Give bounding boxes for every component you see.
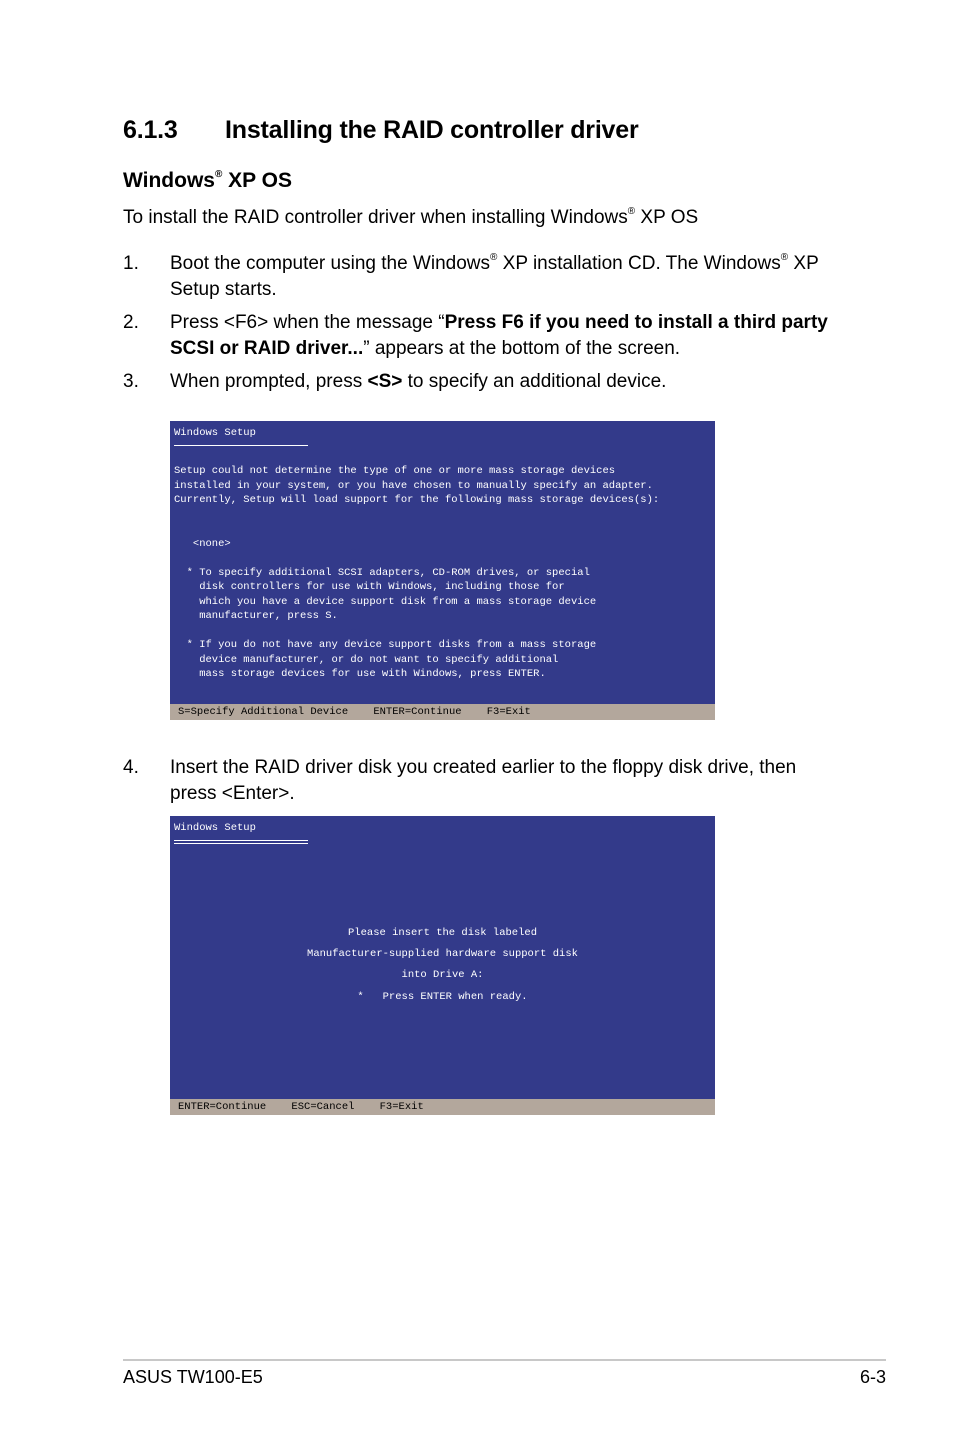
screen-text-line: * To specify additional SCSI adapters, CD-ROM drives, or special bbox=[174, 566, 590, 579]
disk-label-line: Manufacturer-supplied hardware support disk bbox=[307, 948, 578, 960]
screen-text-line: mass storage devices for use with Windows, press ENTER. bbox=[174, 668, 546, 680]
step-number: 2. bbox=[123, 312, 139, 333]
step-text-part: When prompted, press bbox=[170, 371, 368, 392]
screen-body-text bbox=[174, 464, 659, 682]
page-number: 6-3 bbox=[859, 1367, 886, 1387]
title-underline bbox=[174, 840, 308, 841]
section-heading bbox=[123, 116, 639, 145]
step-bold-message: Press F6 if you need to install a third party SCSI or RAID driver... bbox=[170, 312, 828, 359]
subsection-title-prefix: Windows bbox=[123, 169, 215, 192]
screen-text-line: disk controllers for use with Windows, including those for bbox=[174, 581, 565, 593]
subsection-title-suffix: XP OS bbox=[222, 169, 292, 192]
windows-setup-screen-insert-disk bbox=[170, 816, 715, 1115]
step-number: 4. bbox=[123, 757, 139, 778]
registered-mark: ® bbox=[490, 251, 498, 263]
footer-product-name: ASUS TW100-E5 bbox=[123, 1367, 263, 1387]
step-number: 1. bbox=[123, 253, 139, 274]
step-text-part: Boot the computer using the Windows bbox=[170, 253, 491, 274]
status-bar: ENTER=Continue ESC=Cancel F3=Exit bbox=[170, 1099, 715, 1115]
footer-divider bbox=[123, 1359, 886, 1361]
screen-text-line bbox=[174, 624, 659, 639]
screen-text-line bbox=[174, 522, 659, 537]
screen-text-line: <none> bbox=[174, 537, 231, 550]
step-2-text bbox=[170, 310, 850, 362]
title-underline-double bbox=[174, 843, 308, 844]
intro-paragraph bbox=[123, 205, 698, 231]
screen-text-line: installed in your system, or you have chosen to manually specify an adapter. bbox=[174, 479, 653, 492]
title-underline bbox=[174, 445, 308, 446]
step-1-text bbox=[170, 251, 850, 303]
windows-setup-screen-specify-device bbox=[170, 421, 715, 720]
step-text-part: XP Setup starts. bbox=[170, 253, 819, 300]
section-title: Installing the RAID controller driver bbox=[225, 116, 639, 144]
step-text-part: Press <F6> when the message “ bbox=[170, 312, 445, 333]
screen-text-line bbox=[174, 508, 659, 523]
screen-text-line: which you have a device support disk from a mass storage device bbox=[174, 595, 597, 608]
press-enter-line: * Press ENTER when ready. bbox=[357, 991, 528, 1003]
screen-text-line: * If you do not have any device support disks from a mass storage bbox=[174, 639, 597, 651]
registered-mark: ® bbox=[780, 251, 789, 263]
step-number: 3. bbox=[123, 371, 139, 392]
step-text-part: to specify an additional device. bbox=[402, 371, 667, 392]
step-bold-key: <S> bbox=[367, 371, 403, 392]
status-bar: S=Specify Additional Device ENTER=Continue F3=Exit bbox=[170, 704, 715, 720]
screen-text-line: manufacturer, press S. bbox=[174, 610, 338, 622]
section-number: 6.1.3 bbox=[123, 116, 178, 144]
subsection-heading bbox=[123, 169, 292, 193]
screen-text-line: device manufacturer, or do not want to specify additional bbox=[174, 653, 559, 666]
insert-disk-line: Please insert the disk labeled bbox=[347, 927, 538, 939]
screen-text-line bbox=[174, 551, 659, 566]
intro-text-end: XP OS bbox=[635, 207, 699, 228]
registered-mark: ® bbox=[214, 169, 223, 180]
screen-text-line: Currently, Setup will load support for the following mass storage devices(s): bbox=[174, 494, 660, 506]
step-4-text: Insert the RAID driver disk you created earlier to the floppy disk drive, then press <Enter>. bbox=[170, 757, 797, 804]
drive-line: into Drive A: bbox=[401, 969, 484, 981]
screen-text-line: Setup could not determine the type of one or more mass storage devices bbox=[174, 465, 616, 477]
registered-mark: ® bbox=[627, 205, 636, 217]
step-3-text bbox=[170, 369, 850, 395]
step-text-part: XP installation CD. The Windows bbox=[497, 253, 781, 274]
screen-title: Windows Setup bbox=[174, 427, 256, 439]
screen-title: Windows Setup bbox=[174, 822, 256, 834]
intro-text: To install the RAID controller driver when installing Windows bbox=[123, 207, 628, 228]
step-text-part: ” appears at the bottom of the screen. bbox=[363, 338, 681, 359]
